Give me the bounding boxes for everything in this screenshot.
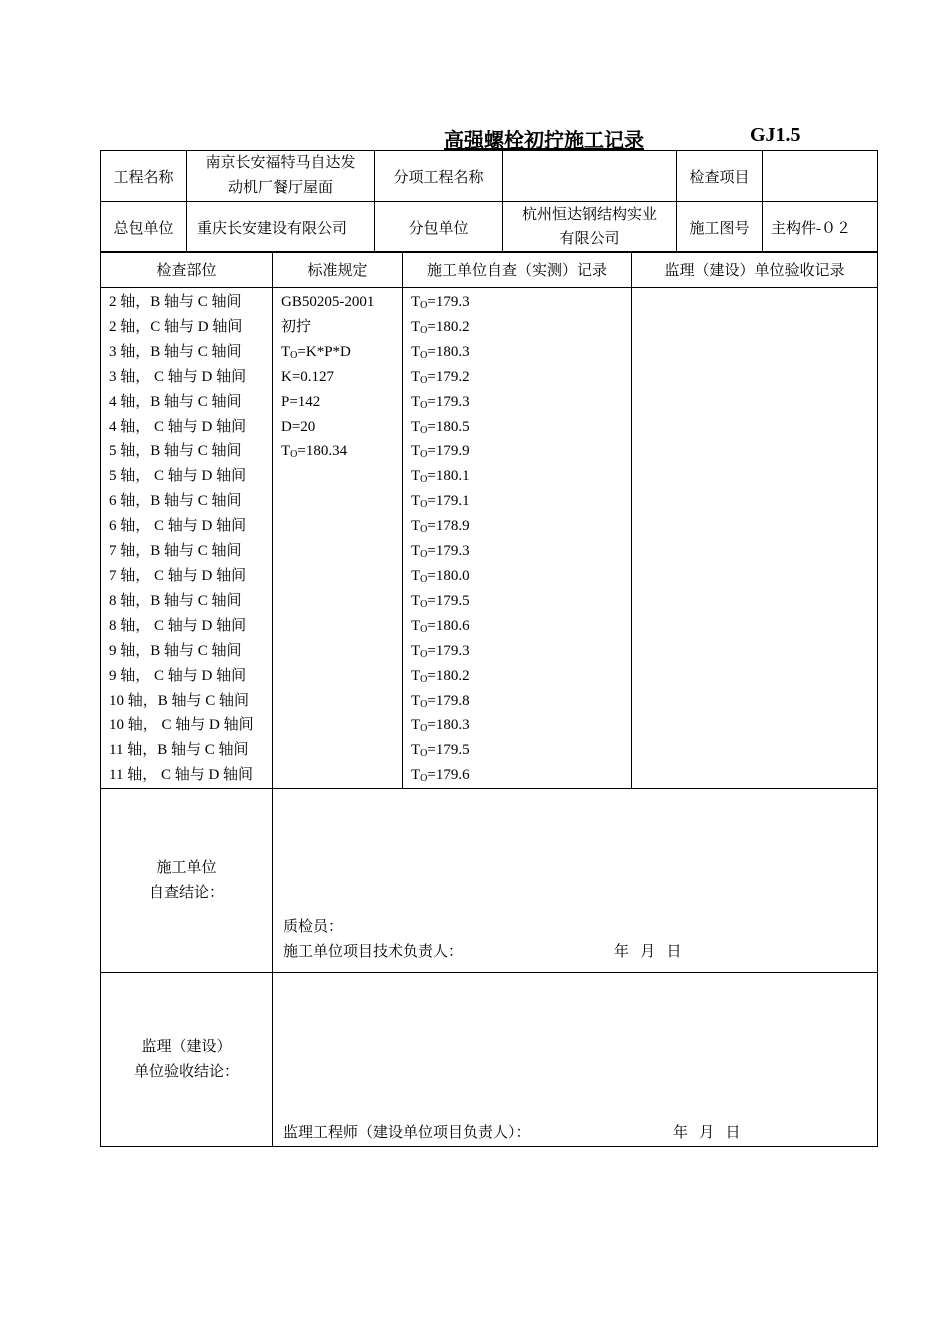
standard-stage: 初拧: [281, 318, 312, 335]
location-item: 5 轴，B 轴与 C 轴间: [109, 443, 242, 460]
measurement-item: $T_O=179.5$: [411, 592, 470, 610]
location-item: 10 轴，B 轴与 C 轴间: [109, 692, 250, 709]
inspection-item-value: [763, 151, 878, 202]
location-item: 4 轴， C 轴与 D 轴间: [109, 418, 247, 435]
header-table: [100, 150, 878, 253]
measurement-item: $T_O=179.5$: [411, 742, 470, 760]
subcontractor-line1: 杭州恒达钢结构实业: [521, 207, 657, 223]
measurement-item: $T_O=179.3$: [411, 294, 470, 311]
subcontractor-label: 分包单位: [375, 202, 503, 253]
measurement-item: $T_O=179.1$: [411, 493, 470, 511]
location-item: 7 轴，B 轴与 C 轴间: [109, 543, 242, 560]
inspector-label: 质检员：: [283, 919, 344, 936]
standard-d: D=20: [281, 418, 316, 435]
measurement-item: $T_O=180.0$: [411, 567, 470, 585]
location-item: 9 轴， C 轴与 D 轴间: [109, 667, 247, 684]
supervision-conclusion-label: [101, 973, 273, 1147]
standard-code: GB50205-2001: [281, 294, 375, 310]
location-item: 11 轴，B 轴与 C 轴间: [109, 742, 249, 759]
measurement-item: $T_O=178.9$: [411, 518, 470, 536]
tech-lead-label: 施工单位项目技术负责人：: [283, 944, 464, 961]
supervision-conclusion-line2: 单位验收结论：: [133, 1063, 239, 1080]
location-item: 10 轴， C 轴与 D 轴间: [109, 717, 254, 734]
general-contractor-value: 重庆长安建设有限公司: [187, 202, 375, 253]
measurement-item: $T_O=180.6$: [411, 617, 470, 635]
measurement-item: $T_O=179.3$: [411, 543, 470, 561]
supervision-record: [632, 288, 878, 789]
inspection-item-label: 检查项目: [677, 151, 763, 202]
measurement-item: $T_O=179.3$: [411, 393, 470, 411]
project-name-label: 工程名称: [101, 151, 187, 202]
measurement-item: $T_O=180.5$: [411, 418, 470, 436]
measurement-item: $T_O=180.2$: [411, 318, 470, 336]
measurement-item: $T_O=179.3$: [411, 642, 470, 660]
standard-formula: $T_O=K*P*D$: [281, 343, 351, 361]
standard-spec: [273, 288, 403, 789]
location-item: 3 轴， C 轴与 D 轴间: [109, 368, 247, 385]
location-item: 6 轴，B 轴与 C 轴间: [109, 493, 242, 510]
location-item: 8 轴，B 轴与 C 轴间: [109, 592, 242, 609]
location-item: 6 轴， C 轴与 D 轴间: [109, 518, 247, 535]
location-item: 11 轴， C 轴与 D 轴间: [109, 767, 254, 784]
measurement-list: [403, 288, 632, 789]
engineer-label: 监理工程师（建设单位项目负责人）：: [283, 1125, 531, 1142]
construction-conclusion-label: [101, 789, 273, 973]
measurement-item: $T_O=180.3$: [411, 717, 470, 735]
column-header-location: 检查部位: [101, 252, 273, 288]
standard-k: K=0.127: [281, 368, 335, 385]
construction-conclusion-line1: 施工单位: [156, 859, 217, 876]
measurement-item: $T_O=180.3$: [411, 343, 470, 361]
project-name-line1: 南京长安福特马自达发: [205, 155, 356, 171]
location-item: 4 轴，B 轴与 C 轴间: [109, 393, 242, 410]
supervision-conclusion-line1: 监理（建设）: [141, 1038, 232, 1055]
measurement-item: $T_O=180.1$: [411, 468, 470, 486]
project-name-line2: 动机厂餐厅屋面: [227, 180, 333, 196]
general-contractor-label: 总包单位: [101, 202, 187, 253]
drawing-no-label: 施工图号: [677, 202, 763, 253]
location-item: 2 轴，C 轴与 D 轴间: [109, 318, 243, 335]
measurement-item: $T_O=180.2$: [411, 667, 470, 685]
location-item: 2 轴，B 轴与 C 轴间: [109, 294, 242, 310]
measurement-item: $T_O=179.9$: [411, 443, 470, 461]
measurement-item: $T_O=179.2$: [411, 368, 470, 386]
location-item: 5 轴， C 轴与 D 轴间: [109, 468, 247, 485]
measurement-item: $T_O=179.8$: [411, 692, 470, 710]
project-name-value: [187, 151, 375, 202]
supervision-date: 年 月 日: [673, 1125, 741, 1142]
document-title: 高强螺栓初拧施工记录: [444, 130, 644, 152]
subcontractor-value: [503, 202, 677, 253]
record-table: [100, 251, 878, 1147]
location-list: [101, 288, 273, 789]
construction-conclusion-line2: 自查结论：: [148, 884, 224, 901]
sub-project-value: [503, 151, 677, 202]
sub-project-label: 分项工程名称: [375, 151, 503, 202]
subcontractor-line2: 有限公司: [559, 231, 620, 247]
construction-date: 年 月 日: [614, 944, 682, 961]
standard-p: P=142: [281, 393, 321, 410]
form-code: GJ1.5: [750, 124, 801, 146]
measurement-item: $T_O=179.6$: [411, 767, 470, 785]
drawing-no-value: 主构件-０２: [763, 202, 878, 253]
column-header-standard: 标准规定: [273, 252, 403, 288]
location-item: 9 轴，B 轴与 C 轴间: [109, 642, 242, 659]
construction-conclusion-area: [273, 789, 878, 973]
standard-result: $T_O=180.34$: [281, 443, 348, 461]
supervision-conclusion-area: [273, 973, 878, 1147]
column-header-self-check: 施工单位自查（实测）记录: [403, 252, 632, 288]
column-header-supervision: 监理（建设）单位验收记录: [632, 252, 878, 288]
location-item: 3 轴，B 轴与 C 轴间: [109, 343, 242, 360]
location-item: 7 轴， C 轴与 D 轴间: [109, 567, 247, 584]
location-item: 8 轴， C 轴与 D 轴间: [109, 617, 247, 634]
